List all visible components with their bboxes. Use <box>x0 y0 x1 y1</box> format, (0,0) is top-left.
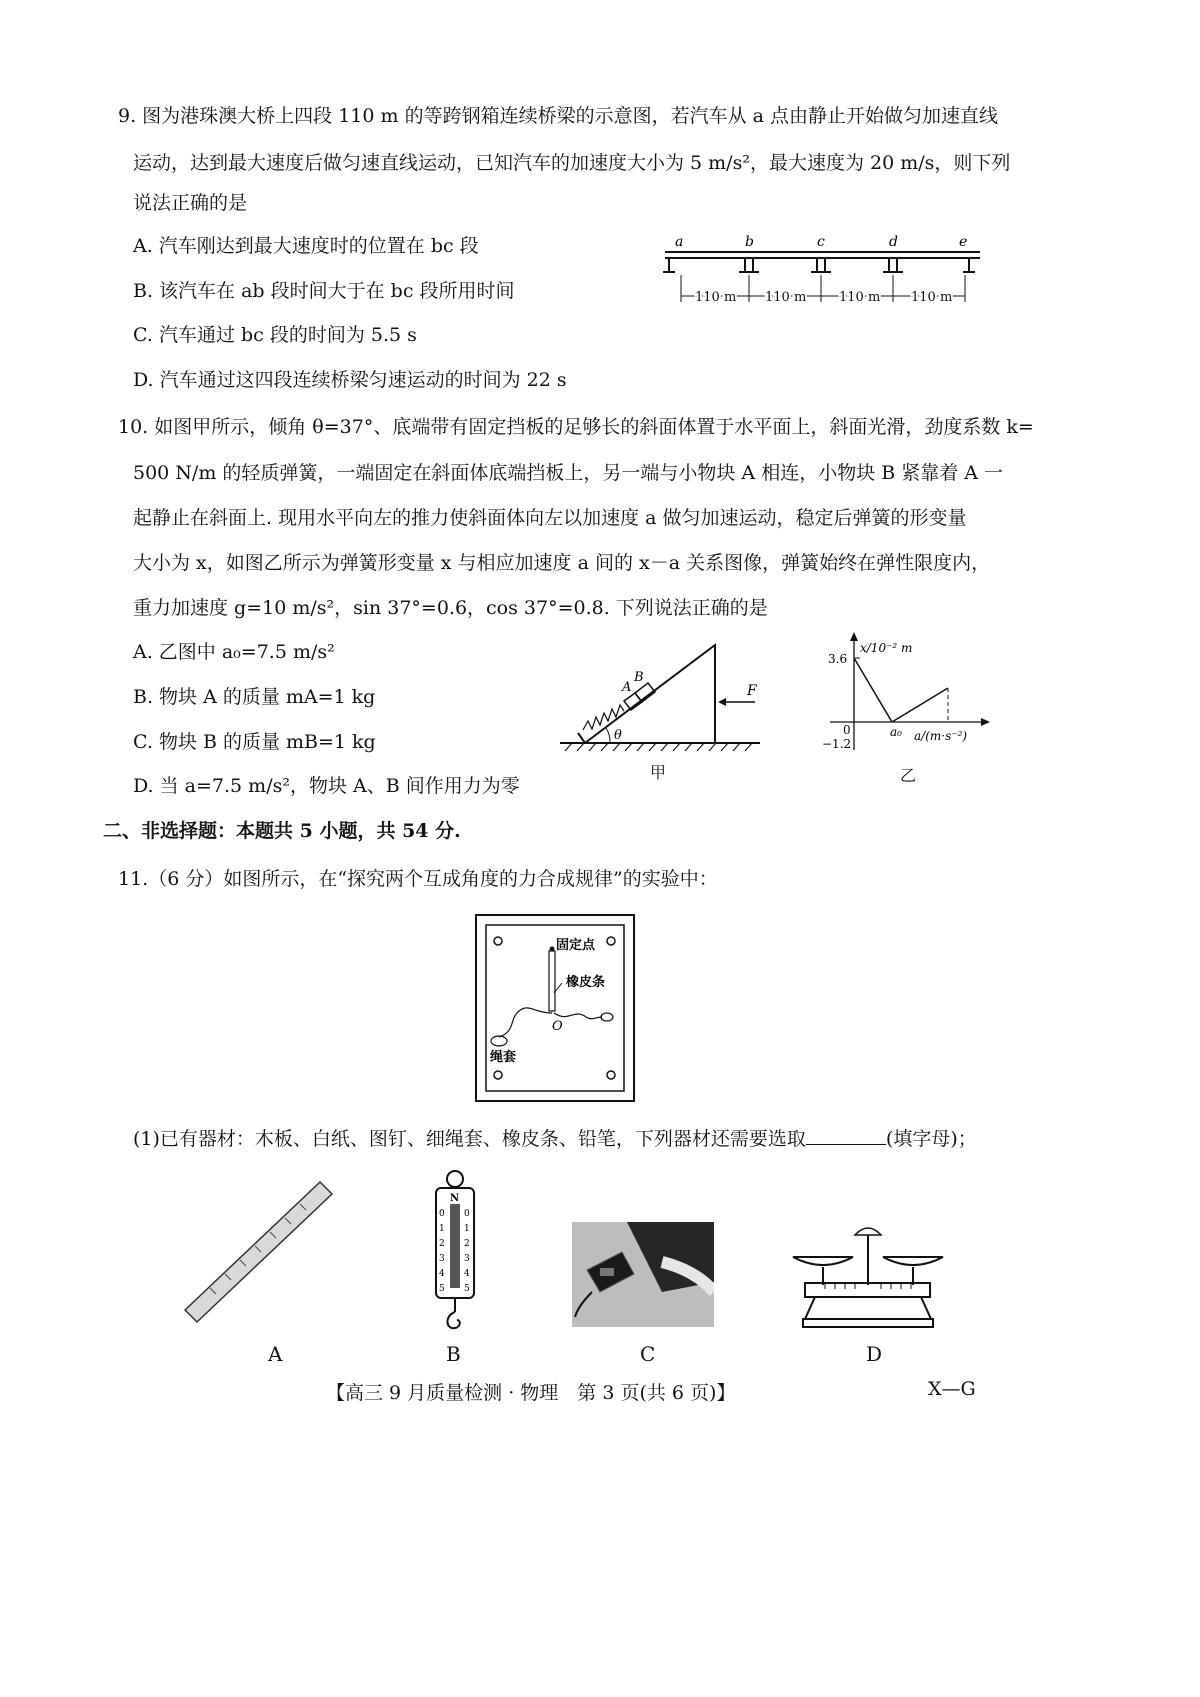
scale-tick-right-5: 5 <box>464 1284 470 1294</box>
q9-line-2: 运动，达到最大速度后做匀速直线运动，已知汽车的加速度大小为 5 m/s²，最大速度为 20 m/s，则下列 <box>133 152 1011 174</box>
section-2-header: 二、非选择题：本题共 5 小题，共 54 分. <box>103 820 461 842</box>
q10-line-3: 起静止在斜面上. 现用水平向左的推力使斜面体向左以加速度 a 做匀加速运动，稳定后弹簧的形变量 <box>133 507 967 529</box>
bridge-span-1: 110 m <box>695 290 737 305</box>
bridge-point-a: a <box>675 234 684 250</box>
caption-yi: 乙 <box>900 766 917 785</box>
incline-label-f: F <box>747 683 757 699</box>
equipment-label-a: A <box>268 1342 283 1366</box>
scale-tick-left-4: 4 <box>439 1269 445 1279</box>
scale-tick-left-2: 2 <box>439 1239 445 1249</box>
q10-line-1: 10. 如图甲所示，倾角 θ=37°、底端带有固定挡板的足够长的斜面体置于水平面上，斜面光滑，劲度系数 k= <box>118 416 1034 438</box>
q10-line-4: 大小为 x，如图乙所示为弹簧形变量 x 与相应加速度 a 间的 x－a 关系图像，弹簧始终在弹性限度内， <box>133 552 991 574</box>
board-diagram <box>474 913 636 1103</box>
scale-letter-n: N <box>450 1193 460 1204</box>
spring-scale-image <box>432 1170 478 1335</box>
board-fixed-point: 固定点 <box>556 938 596 953</box>
bridge-diagram <box>655 230 990 315</box>
bridge-span-3: 110 m <box>839 290 881 305</box>
incline-label-theta: θ <box>614 728 622 743</box>
board-rope-loop: 绳套 <box>490 1050 517 1065</box>
incline-label-a: A <box>622 680 632 695</box>
scale-tick-right-0: 0 <box>464 1209 470 1219</box>
caption-jia: 甲 <box>650 763 667 782</box>
incline-label-b: B <box>634 670 644 685</box>
q9-option-d: D. 汽车通过这四段连续桥梁匀速运动的时间为 22 s <box>133 369 567 391</box>
bridge-point-d: d <box>889 234 898 250</box>
graph-tick-a0: a₀ <box>890 725 902 739</box>
q9-line-1: 9. 图为港珠澳大桥上四段 110 m 的等跨钢箱连续桥梁的示意图，若汽车从 a 点由静止开始做匀加速直线 <box>118 105 998 127</box>
graph-tick-neg12: −1.2 <box>822 737 852 751</box>
q11-sub1-suffix: (填字母)； <box>885 1128 977 1150</box>
scale-tick-right-2: 2 <box>464 1239 470 1249</box>
balance-image <box>785 1215 945 1333</box>
scale-tick-right-3: 3 <box>464 1254 470 1264</box>
bridge-span-2: 110 m <box>765 290 807 305</box>
q10-line-2: 500 N/m 的轻质弹簧，一端固定在斜面体底端挡板上，另一端与小物块 A 相连，小物块 B 紧靠着 A 一 <box>133 462 1004 484</box>
graph-tick-36: 3.6 <box>828 652 848 666</box>
board-label-o: O <box>552 1019 563 1034</box>
graph-y-label: x/10⁻² m <box>860 641 913 655</box>
graph-tick-0: 0 <box>843 723 851 737</box>
bridge-point-e: e <box>959 234 968 250</box>
footer-code: X—G <box>928 1378 976 1400</box>
xa-graph <box>810 630 990 770</box>
board-rubber-band: 橡皮条 <box>566 975 606 990</box>
equipment-label-d: D <box>866 1342 883 1366</box>
scale-tick-left-1: 1 <box>439 1224 445 1234</box>
answer-blank[interactable] <box>806 1126 886 1145</box>
device-photo-image <box>572 1222 714 1327</box>
equipment-label-b: B <box>446 1342 461 1366</box>
equipment-label-c: C <box>640 1342 656 1366</box>
scale-tick-left-5: 5 <box>439 1284 445 1294</box>
bridge-span-4: 110 m <box>911 290 953 305</box>
scale-tick-right-4: 4 <box>464 1269 470 1279</box>
scale-tick-left-0: 0 <box>439 1209 445 1219</box>
bridge-point-b: b <box>745 234 754 250</box>
scale-tick-right-1: 1 <box>464 1224 470 1234</box>
q10-option-c: C. 物块 B 的质量 mB=1 kg <box>133 731 376 753</box>
graph-x-label: a/(m·s⁻²) <box>914 729 968 743</box>
q10-option-a: A. 乙图中 a₀=7.5 m/s² <box>133 641 335 663</box>
q11-sub1-prefix: (1)已有器材：木板、白纸、图钉、细绳套、橡皮条、铅笔，下列器材还需要选取 <box>133 1128 806 1150</box>
bridge-point-c: c <box>817 234 825 250</box>
q10-option-b: B. 物块 A 的质量 mA=1 kg <box>133 686 376 708</box>
ruler-image <box>180 1178 340 1328</box>
q10-line-5: 重力加速度 g=10 m/s²，sin 37°=0.6，cos 37°=0.8. 下列说法正确的是 <box>133 597 768 619</box>
page-footer: 【高三 9 月质量检测 · 物理 第 3 页(共 6 页)】 <box>326 1382 736 1404</box>
q9-line-3: 说法正确的是 <box>133 192 248 214</box>
scale-tick-left-3: 3 <box>439 1254 445 1264</box>
q9-option-a: A. 汽车刚达到最大速度时的位置在 bc 段 <box>133 235 479 257</box>
q9-option-c: C. 汽车通过 bc 段的时间为 5.5 s <box>133 324 417 346</box>
q9-option-b: B. 该汽车在 ab 段时间大于在 bc 段所用时间 <box>133 280 515 302</box>
q11-line-1: 11.（6 分）如图所示，在“探究两个互成角度的力合成规律”的实验中： <box>118 868 718 890</box>
q11-sub1 <box>133 1126 977 1152</box>
q10-option-d: D. 当 a=7.5 m/s²，物块 A、B 间作用力为零 <box>133 775 520 797</box>
